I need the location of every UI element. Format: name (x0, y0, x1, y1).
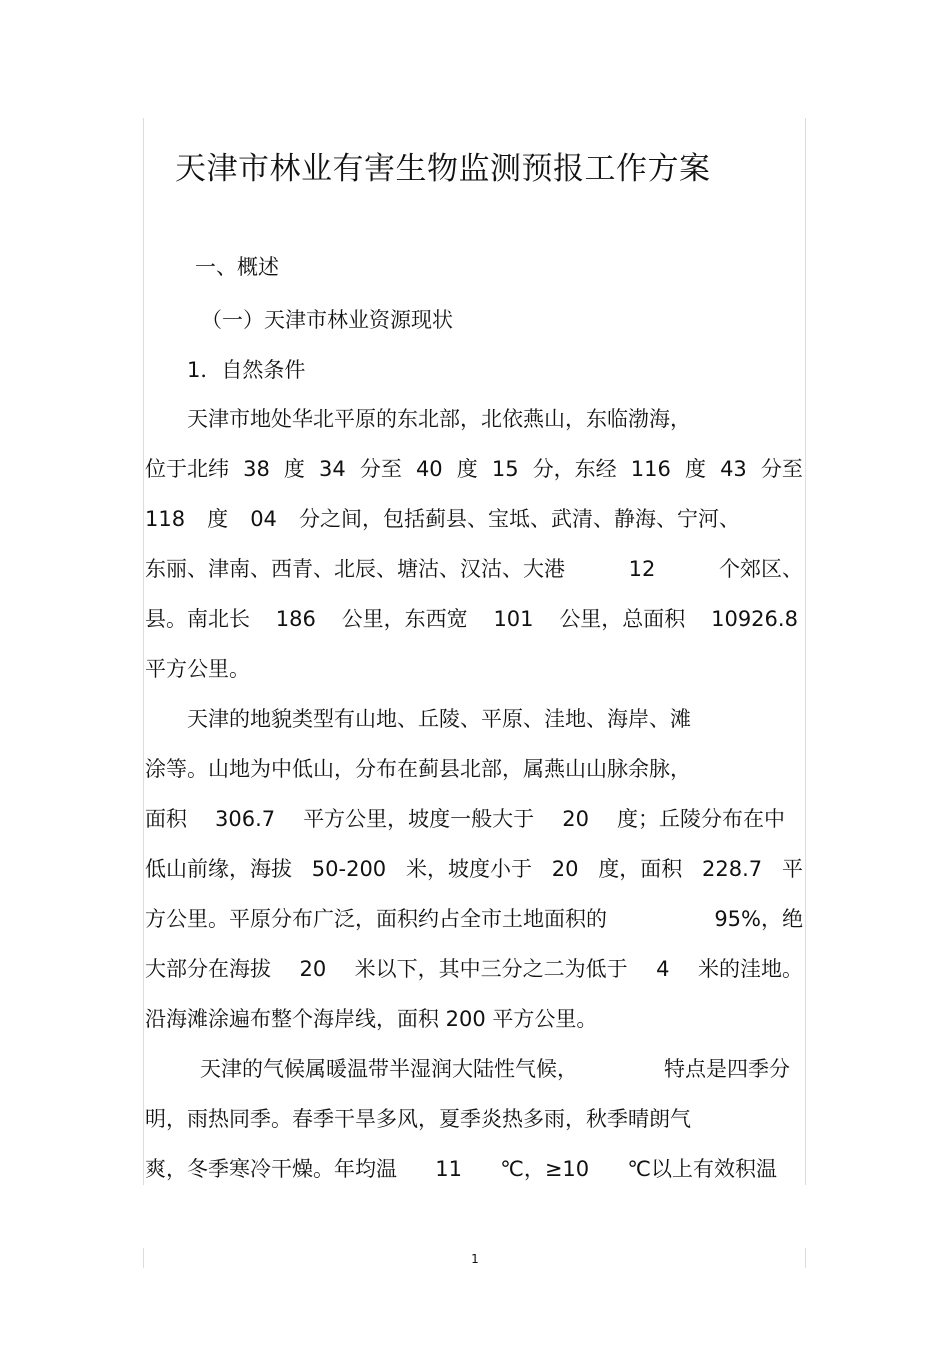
heading-1: 一、概述 (195, 255, 279, 279)
text-segment: 04 (250, 507, 277, 531)
body-line-justified (145, 1154, 777, 1184)
text-segment: 爽，冬季寒冷干燥。年均温 (145, 1157, 397, 1181)
text-segment: 20 (299, 957, 327, 981)
text-segment: 分至 (359, 457, 402, 481)
text-segment: 米的洼地。 (697, 957, 803, 981)
text-segment: 10926.8 (711, 607, 798, 631)
text-segment: 50-200 (311, 857, 387, 881)
text-segment: 43 (720, 457, 747, 481)
text-segment: 县。南北长 (145, 607, 250, 631)
text-segment: ℃以上有效积温 (627, 1157, 777, 1181)
body-line-justified (145, 804, 785, 834)
text-segment: 度 (456, 457, 478, 481)
body-line-justified (145, 504, 740, 534)
text-segment: 米以下，其中三分之二为低于 (354, 957, 628, 981)
text-segment: 分之间，包括蓟县、宝坻、武清、静海、宁河、 (298, 507, 740, 531)
body-line: 沿海滩涂遍布整个海岸线，面积 200 平方公里。 (145, 1007, 598, 1031)
text-segment: 101 (493, 607, 534, 631)
text-segment: 平 (781, 857, 803, 881)
text-segment: 15 (491, 457, 519, 481)
body-line-justified (145, 604, 798, 634)
body-line-justified (145, 554, 803, 584)
text-segment: 40 (415, 457, 443, 481)
text-segment: 米，坡度小于 (405, 857, 532, 881)
text-segment: 34 (319, 457, 346, 481)
text-segment: 118 (145, 507, 186, 531)
body-line: 涂等。山地为中低山，分布在蓟县北部，属燕山山脉余脉， (145, 757, 691, 781)
text-segment: 方公里。平原分布广泛，面积约占全市土地面积的 (145, 907, 607, 931)
body-line-justified (145, 904, 803, 934)
text-segment: 12 (628, 557, 656, 581)
text-segment: 306.7 (215, 807, 276, 831)
heading-2: （一）天津市林业资源现状 (201, 308, 453, 332)
page-number: 1 (471, 1252, 479, 1266)
text-segment: 228.7 (702, 857, 763, 881)
text-segment: 度；丘陵分布在中 (616, 807, 785, 831)
document-title: 天津市林业有害生物监测预报工作方案 (175, 151, 711, 187)
text-segment: 公里，总面积 (559, 607, 686, 631)
text-segment: 95%，绝 (714, 907, 803, 931)
text-segment: 4 (656, 957, 670, 981)
text-segment: 位于北纬 (145, 457, 229, 481)
text-segment: 度 (207, 507, 229, 531)
text-segment: 分，东经 (532, 457, 617, 481)
text-segment: 分至 (760, 457, 803, 481)
text-segment: 度 (684, 457, 706, 481)
body-line-justified (200, 1054, 790, 1084)
text-segment: 低山前缘，海拔 (145, 857, 292, 881)
body-line: 平方公里。 (145, 657, 250, 681)
text-segment: 东丽、津南、西青、北辰、塘沽、汉沽、大港 (145, 557, 565, 581)
text-segment: 特点是四季分 (664, 1057, 790, 1081)
text-segment: ℃，≥10 (500, 1157, 590, 1181)
text-segment: 11 (435, 1157, 462, 1181)
text-segment: 平方公里，坡度一般大于 (303, 807, 535, 831)
text-segment: 38 (243, 457, 270, 481)
text-segment: 度 (283, 457, 305, 481)
text-segment: 大部分在海拔 (145, 957, 271, 981)
text-segment: 个郊区、 (718, 557, 803, 581)
body-line-justified (145, 954, 803, 984)
left-margin-line (143, 118, 144, 1185)
text-segment: 天津的气候属暖温带半湿润大陆性气候， (200, 1057, 578, 1081)
text-segment: 面积 (145, 807, 187, 831)
body-line-justified (145, 854, 803, 884)
body-line: 天津市地处华北平原的东北部，北依燕山，东临渤海， (187, 407, 691, 431)
text-segment: 186 (275, 607, 316, 631)
text-segment: 公里，东西宽 (341, 607, 468, 631)
text-segment: 20 (562, 807, 589, 831)
heading-3: 1．自然条件 (187, 358, 306, 382)
text-segment: 度，面积 (598, 857, 683, 881)
text-segment: 116 (630, 457, 671, 481)
text-segment: 20 (551, 857, 579, 881)
body-line-justified (145, 454, 803, 484)
body-line: 明，雨热同季。春季干旱多风，夏季炎热多雨，秋季晴朗气 (145, 1107, 691, 1131)
body-line: 天津的地貌类型有山地、丘陵、平原、洼地、海岸、滩 (187, 707, 691, 731)
right-margin-line (805, 118, 806, 1185)
